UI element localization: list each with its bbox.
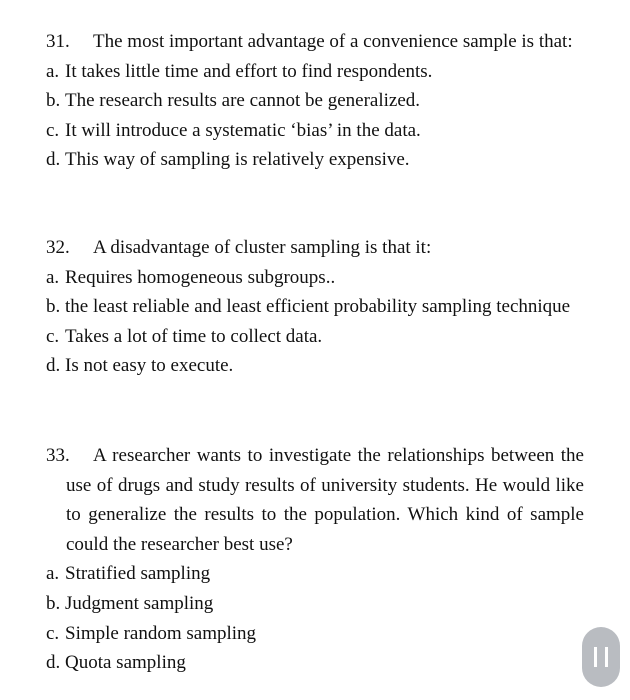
question-stem <box>46 27 584 57</box>
option-text: The research results are cannot be generalized. <box>65 90 420 112</box>
option-text: It takes little time and effort to find respondents. <box>65 60 433 82</box>
question-number: 32. <box>46 237 70 258</box>
option-text: Requires homogeneous subgroups.. <box>65 266 336 288</box>
option-a[interactable] <box>46 57 584 87</box>
option-letter: b. <box>46 592 61 614</box>
option-letter: b. <box>46 296 61 318</box>
question-stem <box>46 441 584 559</box>
option-letter: a. <box>46 266 60 288</box>
option-letter: d. <box>46 149 61 171</box>
question-32 <box>46 233 584 381</box>
option-letter: a. <box>46 563 60 585</box>
question-text: The most important advantage of a convenience sample is that: <box>93 31 573 52</box>
question-number: 33. <box>46 445 70 466</box>
option-letter: d. <box>46 652 61 674</box>
question-33 <box>46 441 584 678</box>
option-text: It will introduce a systematic ‘bias’ in the data. <box>65 119 421 141</box>
option-text: the least reliable and least efficient probability sampling technique <box>65 296 571 318</box>
option-a[interactable] <box>46 559 584 589</box>
option-c[interactable] <box>46 322 584 352</box>
option-letter: b. <box>46 90 61 112</box>
option-text: Quota sampling <box>65 652 186 674</box>
option-text: Takes a lot of time to collect data. <box>65 325 323 347</box>
option-c[interactable] <box>46 619 584 649</box>
option-letter: c. <box>46 119 60 141</box>
option-c[interactable] <box>46 116 584 146</box>
question-text: A researcher wants to investigate the relationships between the use of drugs and study results of university students. He would like to generalize the results to the population. Which kind of sample could the researcher best use? <box>66 445 584 555</box>
option-text: Stratified sampling <box>65 563 211 585</box>
option-text: Is not easy to execute. <box>65 355 234 377</box>
option-b[interactable] <box>46 589 584 619</box>
scroll-grip-icon <box>594 647 608 667</box>
option-d[interactable] <box>46 351 584 381</box>
option-b[interactable] <box>46 86 584 116</box>
option-letter: c. <box>46 325 60 347</box>
option-letter: a. <box>46 60 60 82</box>
option-b[interactable] <box>46 292 584 322</box>
question-text: A disadvantage of cluster sampling is that it: <box>93 237 432 258</box>
question-stem <box>46 233 584 263</box>
option-text: Simple random sampling <box>65 622 257 644</box>
option-d[interactable] <box>46 145 584 175</box>
question-number: 31. <box>46 31 70 52</box>
scroll-handle[interactable] <box>582 627 620 687</box>
option-a[interactable] <box>46 263 584 293</box>
option-text: Judgment sampling <box>65 592 214 614</box>
question-31 <box>46 27 584 175</box>
option-text: This way of sampling is relatively expensive. <box>65 149 410 171</box>
option-d[interactable] <box>46 648 584 678</box>
option-letter: d. <box>46 355 61 377</box>
option-letter: c. <box>46 622 60 644</box>
